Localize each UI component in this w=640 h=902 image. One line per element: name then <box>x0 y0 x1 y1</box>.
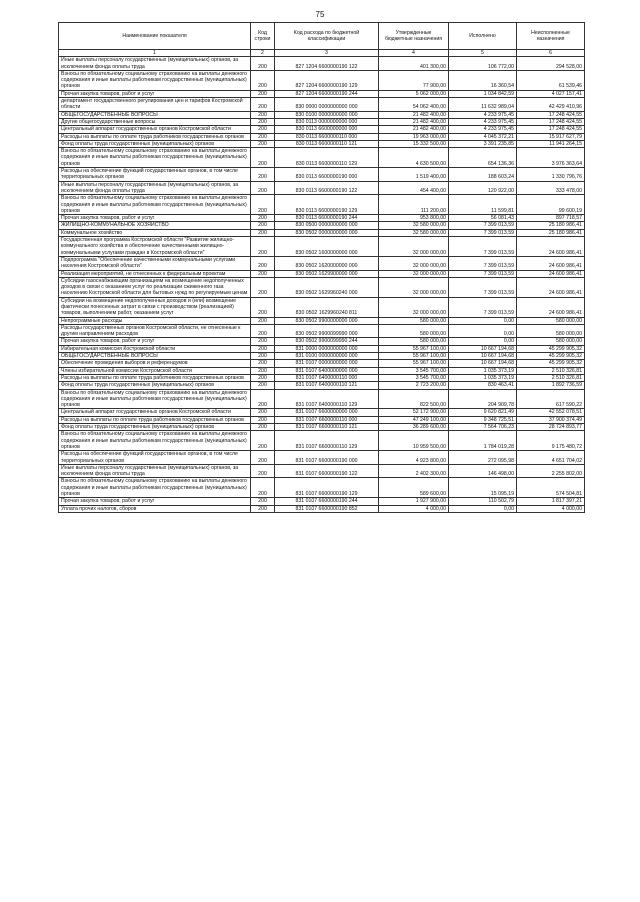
approved-amount: 15 332 500,00 <box>379 140 449 147</box>
budget-classification-code: 831 0000 0000000000 000 <box>275 345 379 352</box>
line-code: 200 <box>251 118 275 125</box>
remaining-amount: 17 248 424,55 <box>517 111 585 118</box>
executed-amount: 7 399 013,59 <box>449 222 517 229</box>
executed-amount: 1 035 373,19 <box>449 374 517 381</box>
indicator-name: Субсидии газоснабжающим организациям на возмещение недополученных доходов в связи с оказанием услуг по реализации сжиженного газа населению Костромской области для бытовых нужд по регулируемым ценам <box>59 277 251 297</box>
column-number: 2 <box>251 50 275 57</box>
line-code: 200 <box>251 345 275 352</box>
executed-amount: 7 399 013,59 <box>449 237 517 257</box>
line-code: 200 <box>251 416 275 423</box>
line-code: 200 <box>251 324 275 338</box>
approved-amount: 21 482 400,00 <box>379 111 449 118</box>
executed-amount: 10 667 194,68 <box>449 353 517 360</box>
table-row <box>59 181 585 195</box>
line-code: 200 <box>251 360 275 367</box>
executed-amount: 7 564 706,23 <box>449 424 517 431</box>
executed-amount: 15 095,19 <box>449 478 517 498</box>
remaining-amount: 897 718,57 <box>517 215 585 222</box>
page-number: 75 <box>315 10 325 19</box>
indicator-name: Уплата прочих налогов, сборов <box>59 505 251 512</box>
budget-classification-code: 830 0113 6600000000 000 <box>275 126 379 133</box>
indicator-name: департамент государственного регулирования цен и тарифов Костромской области <box>59 98 251 112</box>
remaining-amount: 42 552 078,51 <box>517 409 585 416</box>
header-remaining: Неисполненные назначения <box>517 23 585 50</box>
line-code: 200 <box>251 70 275 90</box>
table-row <box>59 168 585 182</box>
indicator-name: Фонд оплаты труда государственных (муниципальных) органов <box>59 140 251 147</box>
executed-amount: 204 909,78 <box>449 389 517 409</box>
line-code: 200 <box>251 478 275 498</box>
line-code: 200 <box>251 111 275 118</box>
table-row <box>59 353 585 360</box>
executed-amount: 0,00 <box>449 505 517 512</box>
column-number: 4 <box>379 50 449 57</box>
approved-amount: 55 967 100,00 <box>379 353 449 360</box>
approved-amount: 32 580 000,00 <box>379 229 449 236</box>
table-row <box>59 237 585 257</box>
remaining-amount: 61 539,46 <box>517 70 585 90</box>
indicator-name: Коммунальное хозяйство <box>59 229 251 236</box>
executed-amount: 7 399 013,59 <box>449 256 517 270</box>
executed-amount: 272 095,98 <box>449 451 517 465</box>
budget-classification-code: 831 0107 6600000190 852 <box>275 505 379 512</box>
approved-amount: 580 000,00 <box>379 317 449 324</box>
approved-amount: 36 289 600,00 <box>379 424 449 431</box>
line-code: 200 <box>251 367 275 374</box>
column-number-row <box>59 50 585 57</box>
table-row <box>59 478 585 498</box>
line-code: 200 <box>251 389 275 409</box>
remaining-amount: 45 299 905,32 <box>517 353 585 360</box>
approved-amount: 19 963 000,00 <box>379 133 449 140</box>
indicator-name: Государственная программа Костромской области "Развитие жилищно-коммунального хозяйства и обеспечение качественными жилищно-коммунальными услугами граждан в Костромской области" <box>59 237 251 257</box>
budget-classification-code: 830 0502 9900099990 000 <box>275 324 379 338</box>
approved-amount: 4 630 500,00 <box>379 148 449 168</box>
executed-amount: 1 034 842,59 <box>449 90 517 97</box>
executed-amount: 654 136,36 <box>449 148 517 168</box>
indicator-name: Взносы по обязательному социальному страхованию на выплаты денежного содержания и иные выплаты работникам государственных (муниципальных) органов <box>59 148 251 168</box>
indicator-name: Прочая закупка товаров, работ и услуг <box>59 90 251 97</box>
indicator-name: Прочая закупка товаров, работ и услуг <box>59 338 251 345</box>
indicator-name: Другие общегосударственные вопросы <box>59 118 251 125</box>
remaining-amount: 37 900 374,49 <box>517 416 585 423</box>
budget-classification-code: 830 0100 0000000000 000 <box>275 111 379 118</box>
line-code: 200 <box>251 126 275 133</box>
remaining-amount: 617 590,22 <box>517 389 585 409</box>
table-row <box>59 416 585 423</box>
budget-classification-code: 831 0100 0000000000 000 <box>275 353 379 360</box>
approved-amount: 5 062 000,00 <box>379 90 449 97</box>
approved-amount: 2 723 200,00 <box>379 382 449 389</box>
approved-amount: 953 800,00 <box>379 215 449 222</box>
budget-classification-code: 830 0000 0000000000 000 <box>275 98 379 112</box>
budget-classification-code: 830 0502 9900000000 000 <box>275 317 379 324</box>
remaining-amount: 24 600 986,41 <box>517 277 585 297</box>
approved-amount: 454 400,00 <box>379 181 449 195</box>
remaining-amount: 1 817 397,21 <box>517 498 585 505</box>
approved-amount: 580 000,00 <box>379 324 449 338</box>
budget-classification-code: 830 0113 6600000190 122 <box>275 181 379 195</box>
indicator-name: Взносы по обязательному социальному страхованию на выплаты денежного содержания и иные выплаты работникам государственных (муниципальных) органов <box>59 389 251 409</box>
header-executed: Исполнено <box>449 23 517 50</box>
approved-amount: 3 545 700,00 <box>379 374 449 381</box>
budget-classification-code: 831 0107 6600000190 244 <box>275 498 379 505</box>
approved-amount: 2 402 300,00 <box>379 464 449 478</box>
table-header-row <box>59 23 585 50</box>
executed-amount: 120 922,00 <box>449 181 517 195</box>
remaining-amount: 580 000,00 <box>517 338 585 345</box>
approved-amount: 580 000,00 <box>379 338 449 345</box>
table-row <box>59 133 585 140</box>
executed-amount: 4 233 975,45 <box>449 126 517 133</box>
table-row <box>59 505 585 512</box>
table-row <box>59 256 585 270</box>
indicator-name: Иные выплаты персоналу государственных (муниципальных) органов, за исключением фонда оплаты труда <box>59 181 251 195</box>
table-row <box>59 195 585 215</box>
column-number: 5 <box>449 50 517 57</box>
budget-classification-code: 830 0502 9900099990 244 <box>275 338 379 345</box>
table-row <box>59 222 585 229</box>
approved-amount: 55 967 100,00 <box>379 360 449 367</box>
approved-amount: 1 927 900,00 <box>379 498 449 505</box>
approved-amount: 55 967 100,00 <box>379 345 449 352</box>
executed-amount: 10 667 194,68 <box>449 345 517 352</box>
remaining-amount: 17 248 424,55 <box>517 118 585 125</box>
budget-classification-code: 827 1204 6600000190 244 <box>275 90 379 97</box>
approved-amount: 1 519 400,00 <box>379 168 449 182</box>
budget-classification-code: 831 0107 6600000190 122 <box>275 464 379 478</box>
line-code: 200 <box>251 140 275 147</box>
line-code: 200 <box>251 424 275 431</box>
approved-amount: 47 249 100,00 <box>379 416 449 423</box>
executed-amount: 106 772,00 <box>449 57 517 71</box>
header-budget-classification: Код расхода по бюджетной классификации <box>275 23 379 50</box>
line-code: 200 <box>251 297 275 317</box>
budget-classification-code: 830 0500 0000000000 000 <box>275 222 379 229</box>
executed-amount: 11 632 989,04 <box>449 98 517 112</box>
header-indicator-name: Наименование показателя <box>59 23 251 50</box>
table-row <box>59 389 585 409</box>
indicator-name: Расходы на выплаты по оплате труда работников государственных органов <box>59 374 251 381</box>
indicator-name: Члены избирательной комиссии Костромской области <box>59 367 251 374</box>
line-code: 200 <box>251 256 275 270</box>
column-number: 3 <box>275 50 379 57</box>
remaining-amount: 24 600 986,41 <box>517 256 585 270</box>
remaining-amount: 580 000,00 <box>517 324 585 338</box>
table-row <box>59 140 585 147</box>
budget-classification-code: 831 0107 6600000110 000 <box>275 416 379 423</box>
indicator-name: Прочая закупка товаров, работ и услуг <box>59 498 251 505</box>
budget-classification-code: 830 0502 0000000000 000 <box>275 229 379 236</box>
budget-classification-code: 831 0107 6400000110 000 <box>275 374 379 381</box>
indicator-name: Подпрограмма "Обеспечение качественными коммунальными услугами населения Костромской области" <box>59 256 251 270</box>
indicator-name: ЖИЛИЩНО-КОММУНАЛЬНОЕ ХОЗЯЙСТВО <box>59 222 251 229</box>
remaining-amount: 17 248 424,55 <box>517 126 585 133</box>
line-code: 200 <box>251 317 275 324</box>
indicator-name: Субсидии на возмещение недополученных доходов и (или) возмещение фактически понесенных затрат в связи с производством (реализацией) товаров, выполнением работ, оказанием услуг <box>59 297 251 317</box>
line-code: 200 <box>251 270 275 277</box>
executed-amount: 110 502,79 <box>449 498 517 505</box>
table-row <box>59 111 585 118</box>
table-row <box>59 229 585 236</box>
remaining-amount: 24 600 986,41 <box>517 270 585 277</box>
executed-amount: 16 360,54 <box>449 70 517 90</box>
table-row <box>59 215 585 222</box>
table-row <box>59 374 585 381</box>
indicator-name: Фонд оплаты труда государственных (муниципальных) органов <box>59 382 251 389</box>
table-row <box>59 424 585 431</box>
indicator-name: Центральный аппарат государственных органов Костромской области <box>59 409 251 416</box>
approved-amount: 4 923 800,00 <box>379 451 449 465</box>
budget-classification-code: 830 0502 1600000000 000 <box>275 237 379 257</box>
approved-amount: 32 000 000,00 <box>379 270 449 277</box>
table-row <box>59 57 585 71</box>
remaining-amount: 2 255 802,00 <box>517 464 585 478</box>
table-row <box>59 126 585 133</box>
remaining-amount: 11 941 264,15 <box>517 140 585 147</box>
indicator-name: Взносы по обязательному социальному страхованию на выплаты денежного содержания и иные выплаты работникам государственных (муниципальных) органов <box>59 195 251 215</box>
table-row <box>59 382 585 389</box>
executed-amount: 188 603,24 <box>449 168 517 182</box>
line-code: 200 <box>251 409 275 416</box>
line-code: 200 <box>251 181 275 195</box>
executed-amount: 10 667 194,68 <box>449 360 517 367</box>
remaining-amount: 3 976 363,64 <box>517 148 585 168</box>
indicator-name: Расходы на обеспечение функций государственных органов, в том числе территориальных органов <box>59 168 251 182</box>
budget-classification-code: 831 0107 6600000190 000 <box>275 451 379 465</box>
budget-classification-code: 830 0502 1629960240 811 <box>275 297 379 317</box>
table-row <box>59 317 585 324</box>
budget-classification-code: 830 0113 6600000190 000 <box>275 168 379 182</box>
approved-amount: 401 300,00 <box>379 57 449 71</box>
indicator-name: Расходы государственных органов Костромской области, не отнесенные к другим направлениям расходов <box>59 324 251 338</box>
approved-amount: 32 000 000,00 <box>379 237 449 257</box>
budget-classification-code: 831 0107 6600000110 129 <box>275 431 379 451</box>
table-row <box>59 70 585 90</box>
remaining-amount: 1 330 796,76 <box>517 168 585 182</box>
line-code: 200 <box>251 215 275 222</box>
table-row <box>59 367 585 374</box>
budget-classification-code: 831 0107 0000000000 000 <box>275 360 379 367</box>
approved-amount: 4 000,00 <box>379 505 449 512</box>
remaining-amount: 42 429 410,96 <box>517 98 585 112</box>
table-row <box>59 148 585 168</box>
approved-amount: 32 000 000,00 <box>379 256 449 270</box>
table-row <box>59 338 585 345</box>
remaining-amount: 2 510 326,81 <box>517 374 585 381</box>
indicator-name: Расходы на выплаты по оплате труда работников государственных органов <box>59 416 251 423</box>
line-code: 200 <box>251 451 275 465</box>
table-row <box>59 409 585 416</box>
approved-amount: 77 900,00 <box>379 70 449 90</box>
budget-classification-code: 827 1204 6600000190 129 <box>275 70 379 90</box>
executed-amount: 4 233 975,45 <box>449 118 517 125</box>
line-code: 200 <box>251 505 275 512</box>
executed-amount: 7 399 013,59 <box>449 270 517 277</box>
budget-classification-code: 830 0113 6600000190 129 <box>275 195 379 215</box>
remaining-amount: 45 299 905,32 <box>517 345 585 352</box>
line-code: 200 <box>251 237 275 257</box>
indicator-name: Центральный аппарат государственных органов Костромской области <box>59 126 251 133</box>
executed-amount: 56 081,43 <box>449 215 517 222</box>
table-row <box>59 98 585 112</box>
line-code: 200 <box>251 464 275 478</box>
indicator-name: Реализация мероприятий, не отнесенных к федеральным проектам <box>59 270 251 277</box>
remaining-amount: 580 000,00 <box>517 317 585 324</box>
header-line-code: Код строки <box>251 23 275 50</box>
indicator-name: Взносы по обязательному социальному страхованию на выплаты денежного содержания и иные выплаты работникам государственных (муниципальных) органов <box>59 478 251 498</box>
approved-amount: 111 200,00 <box>379 195 449 215</box>
remaining-amount: 4 651 704,02 <box>517 451 585 465</box>
executed-amount: 0,00 <box>449 317 517 324</box>
executed-amount: 4 045 372,21 <box>449 133 517 140</box>
budget-classification-code: 831 0107 6400000110 121 <box>275 382 379 389</box>
remaining-amount: 4 000,00 <box>517 505 585 512</box>
remaining-amount: 294 528,00 <box>517 57 585 71</box>
remaining-amount: 1 892 736,59 <box>517 382 585 389</box>
executed-amount: 0,00 <box>449 338 517 345</box>
indicator-name: ОБЩЕГОСУДАРСТВЕННЫЕ ВОПРОСЫ <box>59 111 251 118</box>
executed-amount: 9 620 821,49 <box>449 409 517 416</box>
approved-amount: 10 959 500,00 <box>379 431 449 451</box>
line-code: 200 <box>251 148 275 168</box>
approved-amount: 32 000 000,00 <box>379 277 449 297</box>
table-row <box>59 297 585 317</box>
line-code: 200 <box>251 338 275 345</box>
approved-amount: 822 500,00 <box>379 389 449 409</box>
table-row <box>59 118 585 125</box>
executed-amount: 1 035 373,19 <box>449 367 517 374</box>
indicator-name: Обеспечение проведения выборов и референдумов <box>59 360 251 367</box>
budget-classification-code: 830 0113 6600000110 121 <box>275 140 379 147</box>
remaining-amount: 4 027 157,41 <box>517 90 585 97</box>
budget-classification-code: 830 0502 1620000000 000 <box>275 256 379 270</box>
line-code: 200 <box>251 168 275 182</box>
line-code: 200 <box>251 98 275 112</box>
remaining-amount: 28 724 893,77 <box>517 424 585 431</box>
budget-classification-code: 830 0113 0000000000 000 <box>275 118 379 125</box>
indicator-name: Иные выплаты персоналу государственных (муниципальных) органов, за исключением фонда оплаты труда <box>59 464 251 478</box>
remaining-amount: 9 175 480,72 <box>517 431 585 451</box>
approved-amount: 3 545 700,00 <box>379 367 449 374</box>
table-row <box>59 451 585 465</box>
remaining-amount: 45 299 905,32 <box>517 360 585 367</box>
line-code: 200 <box>251 195 275 215</box>
executed-amount: 11 599,81 <box>449 195 517 215</box>
budget-classification-code: 831 0107 6400000000 000 <box>275 367 379 374</box>
budget-classification-code: 830 0502 1629900000 000 <box>275 270 379 277</box>
indicator-name: Избирательная комиссия Костромской области <box>59 345 251 352</box>
executed-amount: 7 399 013,59 <box>449 229 517 236</box>
table-row <box>59 90 585 97</box>
indicator-name: Взносы по обязательному социальному страхованию на выплаты денежного содержания и иные выплаты работникам государственных (муниципальных) органов <box>59 70 251 90</box>
approved-amount: 32 580 000,00 <box>379 222 449 229</box>
executed-amount: 0,00 <box>449 324 517 338</box>
table-row <box>59 277 585 297</box>
indicator-name: Расходы на обеспечение функций государственных органов, в том числе территориальных органов <box>59 451 251 465</box>
line-code: 200 <box>251 229 275 236</box>
column-number: 1 <box>59 50 251 57</box>
remaining-amount: 24 600 986,41 <box>517 237 585 257</box>
indicator-name: Расходы на выплаты по оплате труда работников государственных органов <box>59 133 251 140</box>
budget-classification-code: 830 0502 1629960240 000 <box>275 277 379 297</box>
remaining-amount: 25 180 986,41 <box>517 222 585 229</box>
remaining-amount: 25 180 986,41 <box>517 229 585 236</box>
executed-amount: 3 391 235,85 <box>449 140 517 147</box>
remaining-amount: 15 917 627,79 <box>517 133 585 140</box>
remaining-amount: 2 510 326,81 <box>517 367 585 374</box>
budget-execution-table <box>58 22 585 513</box>
line-code: 200 <box>251 222 275 229</box>
executed-amount: 7 399 013,59 <box>449 297 517 317</box>
table-row <box>59 431 585 451</box>
table-row <box>59 345 585 352</box>
indicator-name: ОБЩЕГОСУДАРСТВЕННЫЕ ВОПРОСЫ <box>59 353 251 360</box>
budget-classification-code: 831 0107 6600000190 129 <box>275 478 379 498</box>
executed-amount: 1 784 019,28 <box>449 431 517 451</box>
budget-classification-code: 827 1204 6600000190 122 <box>275 57 379 71</box>
line-code: 200 <box>251 498 275 505</box>
table-row <box>59 498 585 505</box>
budget-classification-code: 831 0107 6600000000 000 <box>275 409 379 416</box>
approved-amount: 21 482 400,00 <box>379 118 449 125</box>
line-code: 200 <box>251 57 275 71</box>
line-code: 200 <box>251 133 275 140</box>
indicator-name: Прочая закупка товаров, работ и услуг <box>59 215 251 222</box>
indicator-name: Взносы по обязательному социальному страхованию на выплаты денежного содержания и иные выплаты работникам государственных (муниципальных) органов <box>59 431 251 451</box>
table-row <box>59 464 585 478</box>
column-number: 6 <box>517 50 585 57</box>
executed-amount: 4 233 975,45 <box>449 111 517 118</box>
approved-amount: 21 482 400,00 <box>379 126 449 133</box>
approved-amount: 32 000 000,00 <box>379 297 449 317</box>
indicator-name: Иные выплаты персоналу государственных (муниципальных) органов, за исключением фонда оплаты труда <box>59 57 251 71</box>
budget-classification-code: 830 0113 6600000110 129 <box>275 148 379 168</box>
budget-classification-code: 830 0113 6600000190 244 <box>275 215 379 222</box>
table-row <box>59 270 585 277</box>
header-approved: Утвержденные бюджетные назначения <box>379 23 449 50</box>
executed-amount: 830 463,41 <box>449 382 517 389</box>
executed-amount: 7 399 013,59 <box>449 277 517 297</box>
table-row <box>59 360 585 367</box>
executed-amount: 9 348 725,51 <box>449 416 517 423</box>
executed-amount: 146 498,00 <box>449 464 517 478</box>
line-code: 200 <box>251 374 275 381</box>
approved-amount: 52 172 900,00 <box>379 409 449 416</box>
budget-classification-code: 831 0107 6400000110 129 <box>275 389 379 409</box>
indicator-name: Фонд оплаты труда государственных (муниципальных) органов <box>59 424 251 431</box>
line-code: 200 <box>251 353 275 360</box>
remaining-amount: 333 478,00 <box>517 181 585 195</box>
line-code: 200 <box>251 382 275 389</box>
line-code: 200 <box>251 90 275 97</box>
line-code: 200 <box>251 277 275 297</box>
budget-classification-code: 831 0107 6600000110 121 <box>275 424 379 431</box>
indicator-name: Непрограммные расходы <box>59 317 251 324</box>
remaining-amount: 24 600 986,41 <box>517 297 585 317</box>
line-code: 200 <box>251 431 275 451</box>
approved-amount: 589 600,00 <box>379 478 449 498</box>
remaining-amount: 99 600,19 <box>517 195 585 215</box>
approved-amount: 54 062 400,00 <box>379 98 449 112</box>
table-row <box>59 324 585 338</box>
budget-classification-code: 830 0113 6600000110 000 <box>275 133 379 140</box>
remaining-amount: 574 504,81 <box>517 478 585 498</box>
